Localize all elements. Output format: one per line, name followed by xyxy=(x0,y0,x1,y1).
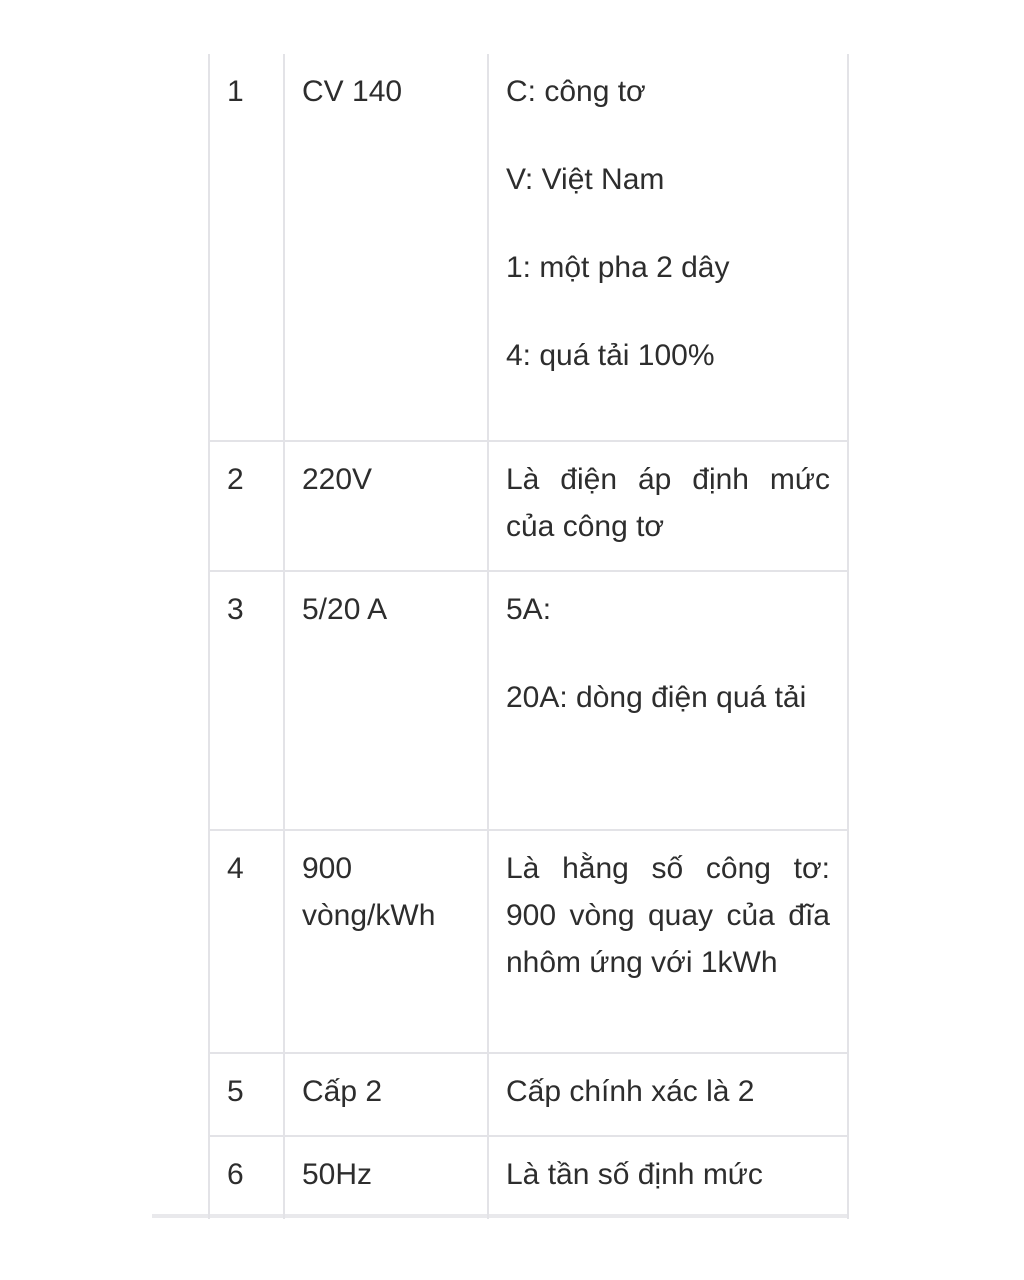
row-description xyxy=(488,1053,848,1136)
row-number: 2 xyxy=(209,441,284,571)
row-symbol: 900 vòng/kWh xyxy=(284,830,488,1053)
description-line: Là hằng số công tơ: 900 vòng quay của đĩa nhôm ứng với 1kWh xyxy=(506,852,830,979)
description-line: 20A: dòng điện quá tải xyxy=(506,681,807,714)
table-row xyxy=(209,1053,848,1136)
row-description xyxy=(488,571,848,830)
description-line: Là điện áp định mức của công tơ xyxy=(506,463,830,543)
table-row xyxy=(209,441,848,571)
row-symbol: 5/20 A xyxy=(284,571,488,830)
description-line: Là tần số định mức xyxy=(506,1158,763,1191)
description-line: 5A: xyxy=(506,593,552,626)
row-symbol: 220V xyxy=(284,441,488,571)
row-description xyxy=(488,441,848,571)
row-number: 3 xyxy=(209,571,284,830)
description-line: 4: quá tải 100% xyxy=(506,339,715,372)
table-row xyxy=(209,54,848,441)
row-symbol: Cấp 2 xyxy=(284,1053,488,1136)
description-line: V: Việt Nam xyxy=(506,163,665,196)
description-line: C: công tơ xyxy=(506,75,646,108)
row-description xyxy=(488,54,848,441)
row-number: 6 xyxy=(209,1136,284,1219)
row-number: 4 xyxy=(209,830,284,1053)
row-number: 1 xyxy=(209,54,284,441)
meter-spec-table xyxy=(208,54,849,1219)
description-line: Cấp chính xác là 2 xyxy=(506,1075,755,1108)
row-description xyxy=(488,830,848,1053)
table-row xyxy=(209,1136,848,1219)
row-description xyxy=(488,1136,848,1219)
table-row xyxy=(209,571,848,830)
row-number: 5 xyxy=(209,1053,284,1136)
row-symbol: 50Hz xyxy=(284,1136,488,1219)
description-line: 1: một pha 2 dây xyxy=(506,251,730,284)
row-symbol: CV 140 xyxy=(284,54,488,441)
table-row xyxy=(209,830,848,1053)
